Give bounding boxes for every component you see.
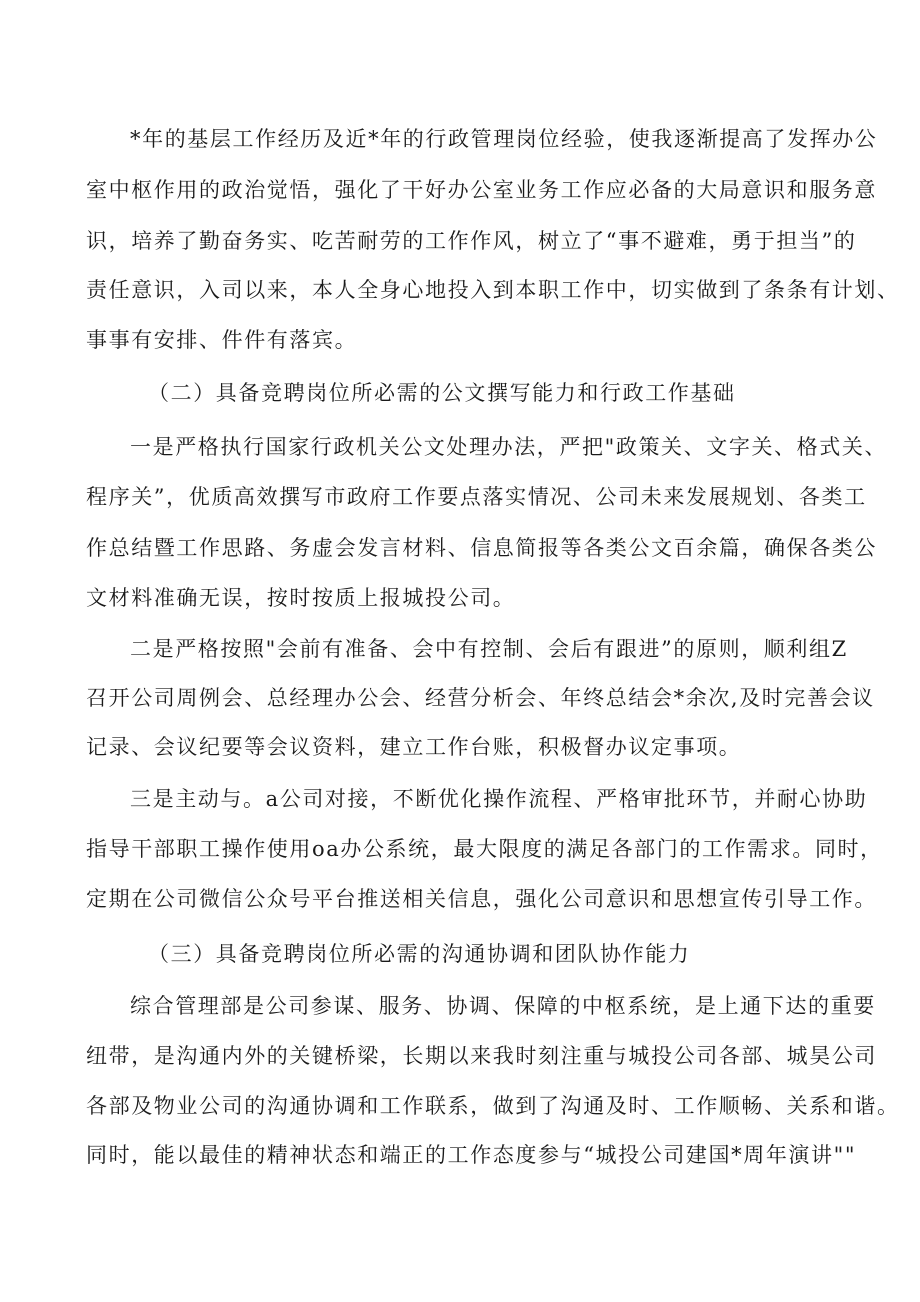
paragraph-line: 事事有安排、件件有落宾。 xyxy=(86,328,358,352)
paragraph-line: 三是主动与。a公司对接，不断优化操作流程、严格审批环节，并耐心协助 xyxy=(130,787,868,811)
paragraph-line: 识，培养了勤奋务实、吃苦耐劳的工作作风，树立了“事不避难，勇于担当”的 xyxy=(86,229,857,253)
paragraph-line: 责任意识，入司以来，本人全身心地投入到本职工作中，切实做到了条条有计划、 xyxy=(86,278,900,302)
paragraph-line: 纽带，是沟通内外的关键桥梁，长期以来我时刻注重与城投公司各部、城昊公司 xyxy=(86,1044,877,1068)
paragraph-line: 综合管理部是公司参谋、服务、协调、保障的中枢系统，是上通下达的重要 xyxy=(130,994,876,1018)
paragraph-line: 一是严格执行国家行政机关公文处理办法，严把"政策关、文字关、格式关、 xyxy=(130,435,888,459)
paragraph-line: 指导干部职工操作使用oa办公系统，最大限度的满足各部门的工作需求。同时， xyxy=(86,837,883,861)
section-heading: （三）具备竞聘岗位所必需的沟通协调和团队协作能力 xyxy=(148,942,691,966)
paragraph-line: 记录、会议纪要等会议资料，建立工作台账，积极督办议定事项。 xyxy=(86,735,742,759)
paragraph-line: 同时，能以最佳的精神状态和端正的工作态度参与“城投公司建国*周年演讲"" xyxy=(86,1143,857,1167)
section-heading: （二）具备竞聘岗位所必需的公文撰写能力和行政工作基础 xyxy=(148,381,736,405)
paragraph-line: 室中枢作用的政治觉悟，强化了干好办公室业务工作应必备的大局意识和服务意 xyxy=(86,178,877,202)
paragraph-line: 文材料准确无误，按时按质上报城投公司。 xyxy=(86,586,516,610)
paragraph-line: 程序关”，优质高效撰写市政府工作要点落实情况、公司未来发展规划、各类工 xyxy=(86,485,867,509)
paragraph-line: *年的基层工作经历及近*年的行政管理岗位经验，使我逐渐提高了发挥办公 xyxy=(130,127,878,151)
paragraph-line: 作总结暨工作思路、务虚会发言材料、信息简报等各类公文百余篇，确保各类公 xyxy=(86,536,877,560)
paragraph-line: 召开公司周例会、总经理办公会、经营分析会、年终总结会*余次,及时完善会议 xyxy=(86,686,875,710)
paragraph-line: 各部及物业公司的沟通协调和工作联系，做到了沟通及时、工作顺畅、关系和谐。 xyxy=(86,1094,900,1118)
paragraph-line: 定期在公司微信公众号平台推送相关信息，强化公司意识和思想宣传引导工作。 xyxy=(86,887,877,911)
paragraph-line: 二是严格按照"会前有准备、会中有控制、会后有跟进”的原则，顺利组Z xyxy=(130,637,848,661)
